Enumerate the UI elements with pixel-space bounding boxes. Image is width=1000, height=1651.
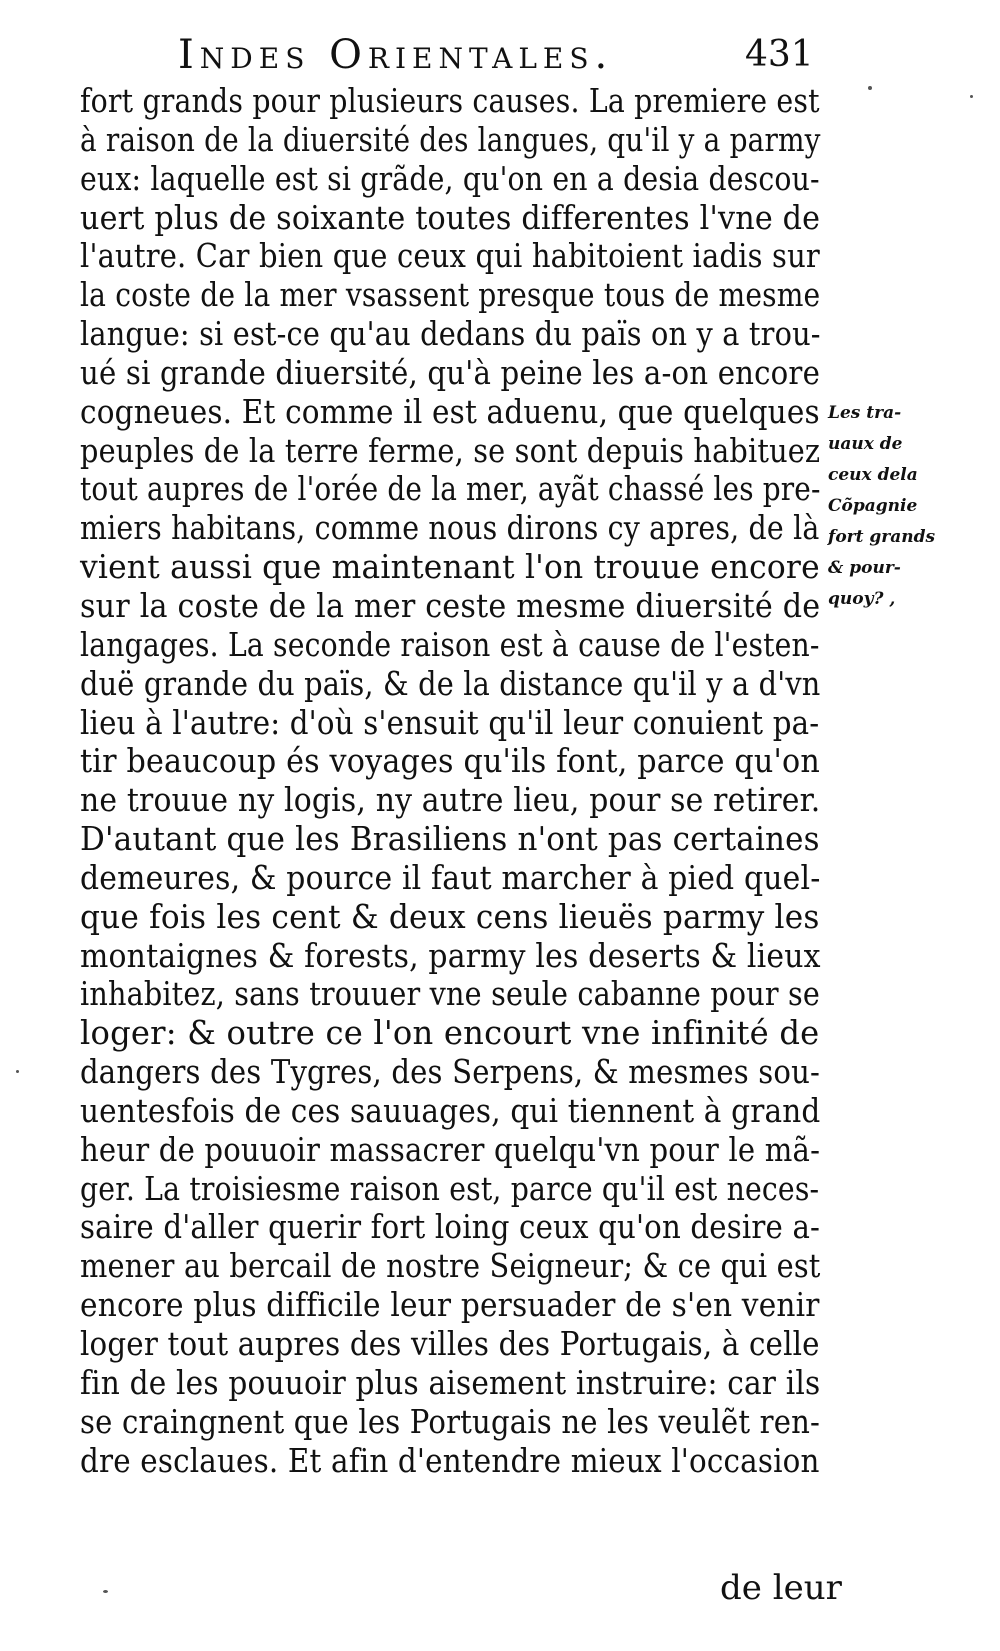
margin-note-line: ceux dela (828, 465, 918, 485)
text-line: loger tout aupres des villes des Portugais, à celle (80, 1324, 820, 1363)
catchword: de leur (720, 1568, 842, 1608)
margin-note (828, 398, 968, 615)
text-line: saire d'aller querir fort loing ceux qu'on desire a- (80, 1207, 821, 1247)
margin-note-line: Cõpagnie (828, 496, 918, 516)
text-line: se craingnent que les Portugais ne les veulẽt ren- (80, 1401, 821, 1441)
text-line: uert plus de soixante toutes differentes l'vne de (80, 197, 821, 237)
text-line: eux: laquelle est si grãde, qu'on en a desia descou- (80, 158, 820, 198)
paper-speck (868, 86, 872, 90)
text-line: inhabitez, sans trouuer vne seule cabanne pour se (80, 974, 820, 1014)
text-line: dangers des Tygres, des Serpens, & mesmes sou- (80, 1052, 821, 1092)
text-line: que fois les cent & deux cens lieuës parmy les (80, 896, 820, 936)
margin-note-line: quoy? , (828, 589, 896, 609)
text-line: duë grande du païs, & de la distance qu'il y a d'vn (80, 663, 821, 703)
page-number: 431 (745, 34, 814, 75)
text-line: cogneues. Et comme il est aduenu, que quelques (80, 391, 820, 431)
text-line: tout aupres de l'orée de la mer, ayãt chassé les pre- (80, 469, 821, 509)
text-line: l'autre. Car bien que ceux qui habitoient iadis sur (80, 236, 820, 276)
text-line: miers habitans, comme nous dirons cy apres, de là (80, 508, 820, 548)
text-line: demeures, & pource il faut marcher à pied quel- (80, 857, 821, 897)
text-line: la coste de la mer vsassent presque tous de mesme (80, 275, 821, 315)
text-line: ne trouue ny logis, ny autre lieu, pour se retirer. (80, 780, 821, 820)
text-line: dre esclaues. Et afin d'entendre mieux l'occasion (80, 1440, 820, 1480)
text-line: ué si grande diuersité, qu'à peine les a-on encore (80, 352, 821, 392)
text-line: à raison de la diuersité des langues, qu'il y a parmy (80, 119, 821, 159)
text-line: fort grands pour plusieurs causes. La premiere est (80, 81, 820, 120)
text-line: mener au bercail de nostre Seigneur; & ce qui est (80, 1246, 821, 1286)
text-line: heur de pouuoir massacrer quelqu'vn pour le mã- (80, 1129, 821, 1169)
margin-note-line: Les tra- (828, 403, 902, 423)
text-line: montaignes & forests, parmy les deserts & lieux (80, 935, 821, 975)
text-line: lieu à l'autre: d'où s'ensuit qu'il leur conuient pa- (80, 702, 820, 742)
text-line: uentesfois de ces sauuages, qui tiennent à grand (80, 1090, 821, 1130)
paper-speck (16, 1070, 19, 1073)
text-line: fin de les pouuoir plus aisement instruire: car ils (80, 1362, 821, 1402)
paper-speck (103, 1590, 108, 1593)
margin-note-line: fort grands (828, 527, 936, 547)
text-line: langue: si est-ce qu'au dedans du païs on y a trou- (80, 314, 821, 354)
body-text (80, 82, 840, 1480)
paper-speck (970, 95, 973, 98)
text-line: D'autant que les Brasiliens n'ont pas certaines (80, 819, 820, 859)
text-line: vient aussi que maintenant l'on trouue encore (80, 547, 820, 587)
text-line: langages. La seconde raison est à cause de l'esten- (80, 624, 820, 664)
text-line: ger. La troisiesme raison est, parce qu'il est neces- (80, 1168, 820, 1208)
text-line: loger: & outre ce l'on encourt vne infinité de (80, 1013, 820, 1053)
running-title: Indes Orientales. (178, 32, 614, 78)
text-line: tir beaucoup és voyages qu'ils font, parce qu'on (80, 741, 820, 781)
text-line: sur la coste de la mer ceste mesme diuersité de (80, 585, 821, 625)
text-line: peuples de la terre ferme, se sont depuis habituez (80, 430, 821, 470)
margin-note-line: uaux de (828, 434, 903, 454)
margin-note-line: & pour- (828, 558, 901, 578)
text-line: encore plus difficile leur persuader de s'en venir (80, 1285, 820, 1325)
